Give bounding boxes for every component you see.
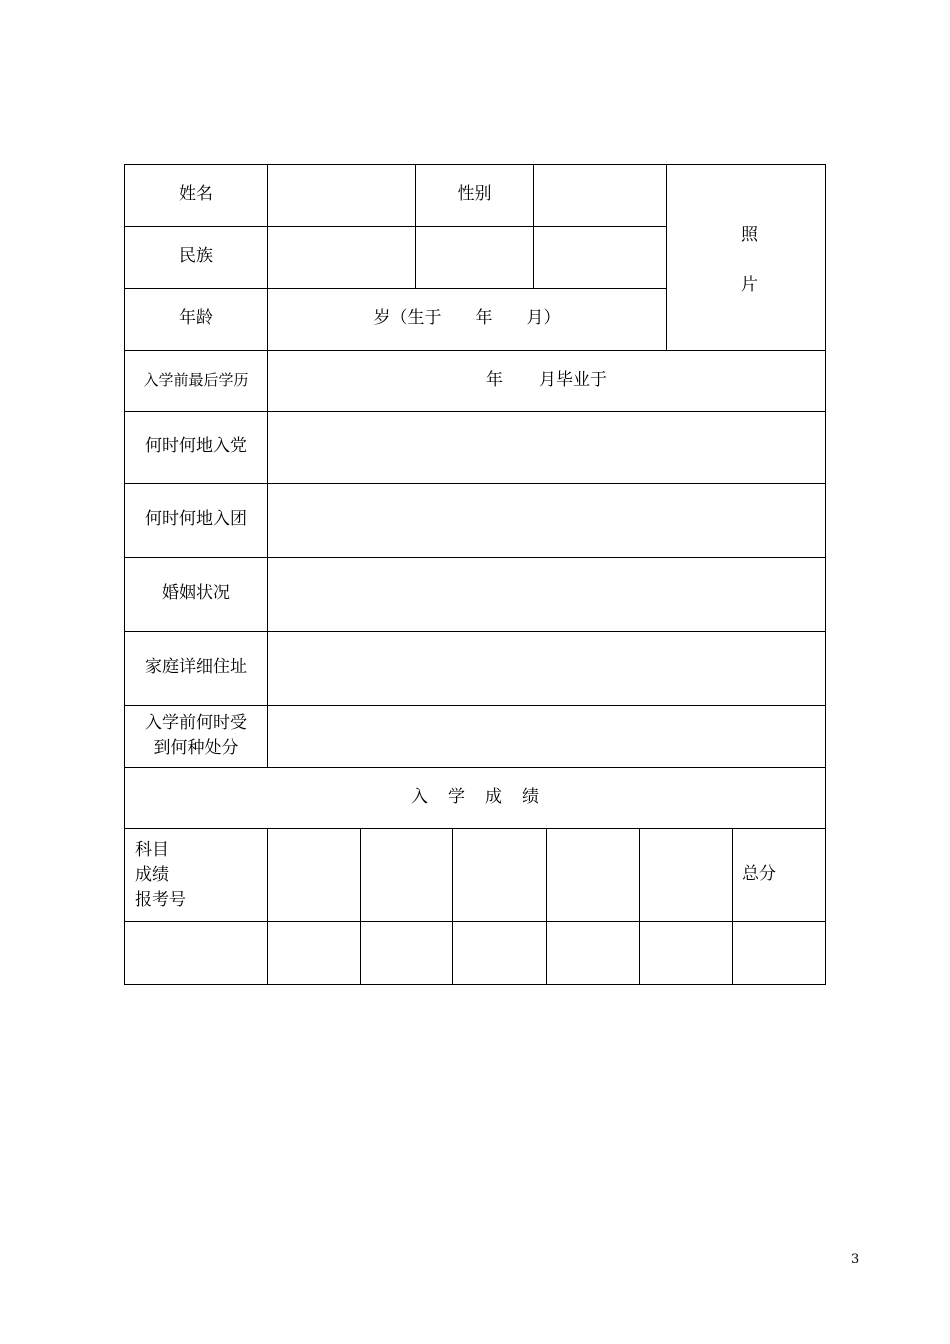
total-label: 总分: [742, 863, 776, 884]
age-text-c: 月）: [526, 308, 561, 329]
score-cell[interactable]: [640, 922, 732, 984]
ethnicity-label: 民族: [179, 246, 213, 267]
score-cell[interactable]: [547, 922, 639, 984]
discipline-label: [124, 705, 268, 767]
discipline-field[interactable]: [268, 706, 825, 767]
extra-field[interactable]: [416, 227, 533, 288]
exam-number-cell[interactable]: [125, 922, 267, 984]
scores-header-label: [135, 838, 186, 913]
age-text-a: 岁（生于: [373, 308, 442, 329]
address-label: 家庭详细住址: [145, 657, 247, 678]
league-field[interactable]: [268, 484, 825, 557]
scores-header-exam-no: 报考号: [135, 890, 186, 910]
score-cell[interactable]: [453, 922, 546, 984]
scores-title-char: 入: [411, 786, 428, 807]
scores-title-char: 学: [448, 786, 465, 807]
subject-cell[interactable]: [453, 829, 546, 921]
discipline-label-line1: 入学前何时受: [145, 713, 247, 733]
photo-label-top: 照: [741, 225, 758, 245]
subject-cell[interactable]: [268, 829, 360, 921]
scores-title-char: 成: [485, 786, 502, 807]
gender-field[interactable]: [534, 165, 666, 226]
education-field[interactable]: [268, 350, 825, 411]
score-cell[interactable]: [268, 922, 360, 984]
page-number: 3: [851, 1252, 860, 1267]
extra-field[interactable]: [534, 227, 666, 288]
league-label: 何时何地入团: [145, 509, 247, 530]
subject-cell[interactable]: [547, 829, 639, 921]
education-text-b: 月毕业于: [539, 369, 607, 390]
address-field[interactable]: [268, 632, 825, 705]
marital-label: 婚姻状况: [162, 583, 230, 604]
scores-header-score: 成绩: [135, 865, 169, 885]
table-border-right: [825, 164, 826, 985]
age-label: 年龄: [179, 308, 213, 329]
table-border-bottom: [124, 984, 826, 985]
marital-field[interactable]: [268, 558, 825, 631]
photo-label-bottom: 片: [741, 275, 758, 295]
score-cell[interactable]: [361, 922, 452, 984]
name-label: 姓名: [179, 184, 213, 205]
gender-label: 性别: [457, 184, 492, 205]
party-field[interactable]: [268, 412, 825, 483]
ethnicity-field[interactable]: [268, 227, 415, 288]
name-field[interactable]: [268, 165, 415, 226]
scores-title-char: 绩: [522, 786, 539, 807]
discipline-label-line2: 到何种处分: [153, 738, 239, 758]
education-label: 入学前最后学历: [143, 371, 249, 390]
subject-cell[interactable]: [640, 829, 732, 921]
education-text-a: 年: [486, 369, 503, 390]
age-text-b: 年: [475, 308, 493, 329]
total-score-cell[interactable]: [733, 922, 825, 984]
scores-header-subject: 科目: [135, 840, 169, 860]
scores-title: [124, 767, 826, 828]
party-label: 何时何地入党: [145, 436, 247, 457]
subject-cell[interactable]: [361, 829, 452, 921]
col-divider: [666, 164, 667, 350]
age-field[interactable]: [268, 288, 666, 350]
